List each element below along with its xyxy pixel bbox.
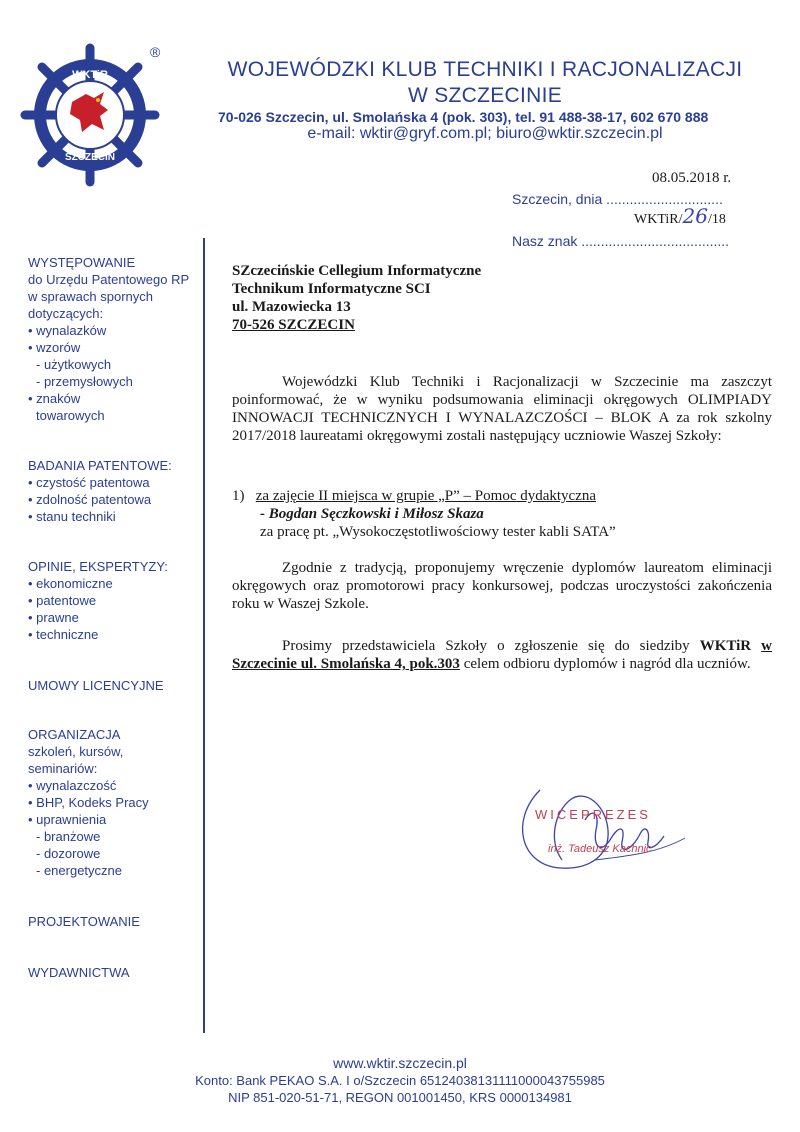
letter-date: 08.05.2018 r.	[652, 170, 732, 186]
reference-number	[634, 204, 726, 228]
sidebar-bullet: • zdolność patentowa	[28, 492, 152, 507]
recipient-street: ul. Mazowiecka 13	[232, 299, 351, 315]
laureate-names: - Bogdan Sęczkowski i Miłosz Skaza	[260, 506, 484, 522]
sidebar-bullet: • wzorów	[28, 340, 81, 355]
para3-address: w Szczecinie ul. Smolańska 4, pok.303	[232, 638, 773, 672]
footer-bank: Konto: Bank PEKAO S.A. I o/Szczecin 65124038131111000043755985	[195, 1073, 605, 1088]
stamp-name: inż. Tadeusz Kachnic	[548, 843, 652, 855]
sidebar-section-representation	[28, 254, 198, 424]
laureate-list	[232, 487, 616, 541]
ref-prefix: WKTiR/	[634, 212, 683, 227]
sidebar-bullet: • techniczne	[28, 627, 99, 642]
sidebar-bullet: • uprawnienia	[28, 812, 107, 827]
list-item	[232, 487, 616, 505]
sidebar-heading: WYDAWNICTWA	[28, 965, 130, 980]
sidebar-subitem: - dozorowe	[36, 846, 101, 861]
sidebar-bullet: • prawne	[28, 610, 79, 625]
sidebar-section-design	[28, 913, 198, 930]
sidebar-bullet: • BHP, Kodeks Pracy	[28, 795, 149, 810]
sidebar-bullet: • znaków	[28, 391, 81, 406]
sidebar-heading: BADANIA PATENTOWE:	[28, 458, 172, 473]
footer-ids: NIP 851-020-51-71, REGON 001001450, KRS 0000134981	[228, 1090, 572, 1105]
sidebar-bullet: • wynalazczość	[28, 778, 117, 793]
logo-text-top: WKTiR	[72, 69, 108, 81]
sidebar-bullet: • ekonomiczne	[28, 576, 113, 591]
sidebar-section-licences	[28, 677, 198, 694]
sidebar-heading: PROJEKTOWANIE	[28, 914, 140, 929]
sidebar-subitem: - użytkowych	[36, 357, 112, 372]
place-date-label: Szczecin, dnia ..............................	[512, 191, 723, 207]
registered-mark: ®	[150, 44, 161, 60]
sidebar-subitem: towarowych	[36, 408, 105, 423]
org-email[interactable]: e-mail: wktir@gryf.com.pl; biuro@wktir.szczecin.pl	[307, 125, 663, 142]
sidebar-bullet: • czystość patentowa	[28, 475, 150, 490]
recipient-school: Technikum Informatyczne SCI	[232, 281, 431, 297]
sidebar-bullet: • stanu techniki	[28, 509, 116, 524]
sidebar-heading: ORGANIZACJA	[28, 727, 121, 742]
para3-org: WKTiR	[699, 638, 752, 654]
para3-text-end: celem odbioru dyplomów i nagród dla uczniów.	[459, 656, 751, 672]
sidebar-subitem: - branżowe	[36, 829, 101, 844]
recipient-city: 70-526 SZCZECIN	[232, 317, 355, 333]
sidebar-line: dotyczących:	[28, 306, 104, 321]
sidebar-divider	[203, 238, 205, 1033]
ref-suffix: /18	[707, 212, 726, 227]
sidebar-line: szkoleń, kursów,	[28, 744, 124, 759]
sidebar-bullet: • wynalazków	[28, 323, 107, 338]
sidebar-section-publishing	[28, 964, 198, 981]
sidebar-line: do Urzędu Patentowego RP	[28, 272, 190, 287]
wktir-logo	[20, 40, 160, 190]
sidebar-heading: WYSTĘPOWANIE	[28, 255, 136, 270]
award-place: za zajęcie II miejsca w grupie „P” – Pomoc dydaktyczna	[255, 488, 597, 504]
list-item-number: 1)	[232, 488, 245, 504]
sidebar-bullet: • patentowe	[28, 593, 97, 608]
sidebar-line: w sprawach spornych	[28, 289, 153, 304]
work-title: za pracę pt. „Wysokoczęstotliwościowy tester kabli SATA”	[260, 524, 616, 540]
org-title-line1: WOJEWÓDZKI KLUB TECHNIKI I RACJONALIZACJI	[227, 58, 743, 81]
logo-text-bottom: SZCZECIN	[65, 152, 115, 163]
sidebar-section-opinions	[28, 558, 198, 643]
body-paragraph-1: Wojewódzki Klub Techniki i Racjonalizacji w Szczecinie ma zaszczyt poinformować, że w wyniku podsumowania eliminacji okręgowych OLIMPIADY INNOWACJI TECHNICZNYCH I WYNALAZCZOŚCI – BLOK A za rok szkolny 2017/2018 laureatami okręgowymi zostali następujący uczniowie Waszej Szkoły:	[232, 374, 772, 444]
body-paragraph-2: Zgodnie z tradycją, proponujemy wręczenie dyplomów laureatom eliminacji okręgowych oraz promotorowi pracy konkursowej, podczas uroczystości zakończenia roku w Waszej Szkole.	[232, 560, 772, 612]
footer-website[interactable]: www.wktir.szczecin.pl	[333, 1055, 467, 1071]
sidebar-section-training	[28, 726, 198, 879]
org-address: 70-026 Szczecin, ul. Smolańska 4 (pok. 303), tel. 91 488-38-17, 602 670 888	[218, 109, 709, 125]
para3-text: Prosimy przedstawiciela Szkoły o zgłoszenie się do siedziby	[282, 638, 700, 654]
org-title-line2: W SZCZECINIE	[407, 84, 563, 107]
stamp-title: WICEPREZES	[535, 807, 651, 822]
sidebar-heading: UMOWY LICENCYJNE	[28, 678, 164, 693]
our-ref-label: Nasz znak ......................................	[512, 233, 730, 249]
ref-number-handwritten: 26	[682, 204, 708, 228]
sidebar-section-patent-research	[28, 457, 198, 525]
sidebar-subitem: - przemysłowych	[36, 374, 133, 389]
recipient-name: SZczecińskie Cellegium Informatyczne	[232, 263, 482, 279]
recipient-address	[232, 262, 481, 334]
sidebar-heading: OPINIE, EKSPERTYZY:	[28, 559, 168, 574]
sidebar-line: seminariów:	[28, 761, 98, 776]
sidebar-subitem: - energetyczne	[36, 863, 122, 878]
body-paragraph-3	[232, 637, 772, 673]
